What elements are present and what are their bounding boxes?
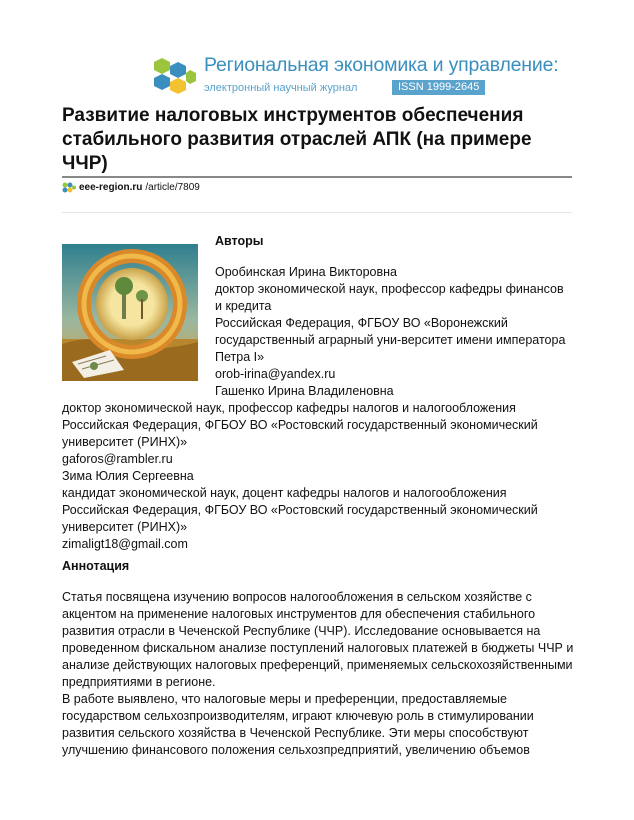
abstract-line: акцентом на применение налоговых инструментов для обеспечения стабильного (62, 607, 536, 621)
article-title-line: ЧЧР) (62, 153, 108, 174)
author-email[interactable]: gaforos@rambler.ru (62, 452, 173, 466)
abstract-line: Статья посвящена изучению вопросов налогообложения в сельском хозяйстве с (62, 590, 532, 604)
author-line: доктор экономической наук, профессор кафедры финансов (215, 282, 564, 296)
article-cover-image (62, 244, 198, 381)
abstract-heading: Аннотация (62, 559, 130, 573)
journal-logo (152, 52, 559, 102)
abstract-line: проведенном фискальном анализе поступлений налоговых платежей в бюджеты ЧЧР и (62, 641, 574, 655)
source-link[interactable] (62, 182, 200, 193)
journal-subtitle: электронный научный журнал (204, 82, 358, 94)
article-title-line: Развитие налоговых инструментов обеспечения (62, 105, 524, 126)
source-domain[interactable]: eee-region.ru (79, 182, 143, 193)
article-title-line: стабильного развития отраслей АПК (на примере (62, 129, 532, 150)
abstract-line: анализе действующих налоговых преференций, применяемых сельскохозяйственными (62, 658, 573, 672)
site-favicon-icon (62, 182, 76, 193)
author-email[interactable]: orob-irina@yandex.ru (215, 367, 336, 381)
author-line: кандидат экономической наук, доцент кафедры налогов и налогообложения (62, 486, 507, 500)
source-path[interactable]: /article/7809 (145, 182, 200, 193)
authors-heading: Авторы (215, 234, 264, 248)
abstract-line: В работе выявлено, что налоговые меры и преференции, предоставляемые (62, 692, 507, 706)
author-line: университет (РИНХ)» (62, 520, 188, 534)
title-divider (62, 176, 572, 178)
authors-block-beside-image (215, 264, 575, 400)
issn-badge: ISSN 1999-2645 (392, 80, 485, 95)
author-line: и кредита (215, 299, 272, 313)
abstract-line: предприятиями в регионе. (62, 675, 216, 689)
author-email[interactable]: zimaligt18@gmail.com (62, 537, 188, 551)
author-line: Российская Федерация, ФГБОУ ВО «Ростовский государственный экономический (62, 503, 538, 517)
author-line: Российская Федерация, ФГБОУ ВО «Ростовский государственный экономический (62, 418, 538, 432)
authors-block-full-width (62, 400, 582, 553)
journal-title: Региональная экономика и управление: (204, 54, 559, 76)
author-line: Петра I» (215, 350, 265, 364)
author-line: Российская Федерация, ФГБОУ ВО «Воронежский (215, 316, 508, 330)
abstract-line: государством сельхозпроизводителям, играют ключевую роль в стимулировании (62, 709, 534, 723)
author-line: доктор экономической наук, профессор кафедры налогов и налогообложения (62, 401, 516, 415)
author-line: университет (РИНХ)» (62, 435, 188, 449)
abstract-line: развития отрасли в Чеченской Республике (ЧЧР). Исследование основывается на (62, 624, 541, 638)
author-line: Зима Юлия Сергеевна (62, 469, 194, 483)
section-divider (62, 212, 572, 213)
author-line: Оробинская Ирина Викторовна (215, 265, 397, 279)
abstract-line: улучшению финансового положения сельхозпредприятий, увеличению объемов (62, 743, 530, 757)
journal-logo-icon (152, 56, 196, 100)
author-line: государственный аграрный уни-верситет имени императора (215, 333, 566, 347)
abstract-text (62, 589, 582, 759)
abstract-line: развития сельского хозяйства в Чеченской Республике. Эти меры способствуют (62, 726, 529, 740)
author-line: Гашенко Ирина Владиленовна (215, 384, 394, 398)
article-title (62, 104, 572, 176)
